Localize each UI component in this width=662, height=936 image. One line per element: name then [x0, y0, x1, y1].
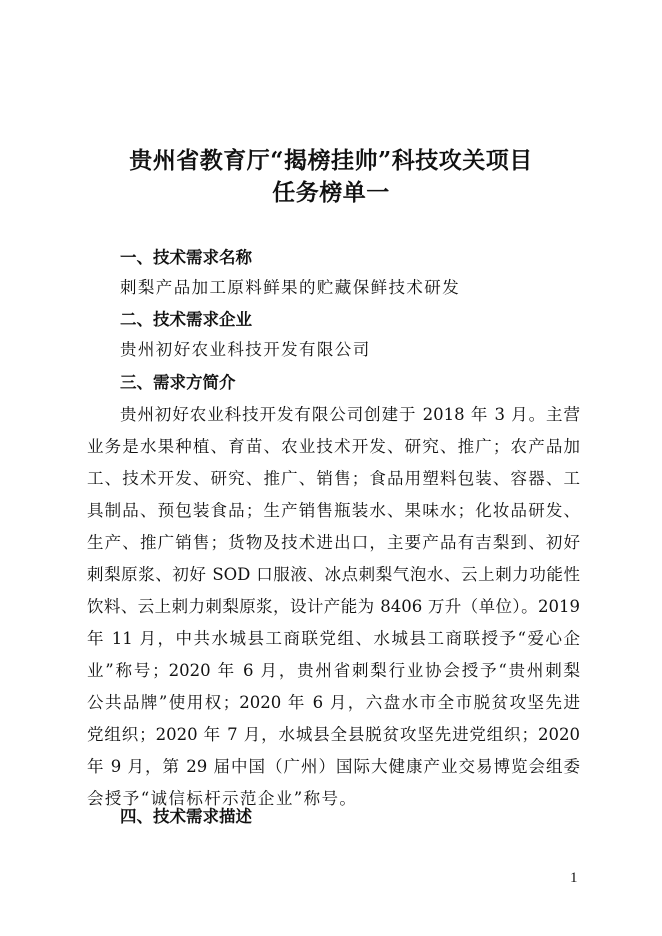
section-heading-2: 二、技术需求企业 [120, 310, 252, 329]
paragraph-line: 年 9 月，第 29 届中国（广州）国际大健康产业交易博览会组委 [87, 757, 580, 776]
section-heading-4: 四、技术需求描述 [120, 807, 252, 826]
paragraph-line: 业务是水果种植、育苗、农业技术开发、研究、推广；农产品加 [87, 437, 580, 456]
paragraph-line: 刺梨原浆、初好 SOD 口服液、冰点刺梨气泡水、云上刺力功能性 [87, 565, 580, 584]
company-name: 贵州初好农业科技开发有限公司 [120, 340, 371, 359]
page-number: 1 [570, 870, 578, 886]
section-heading-3: 三、需求方简介 [120, 373, 236, 392]
paragraph-line: 饮料、云上刺力刺梨原浆，设计产能为 8406 万升（单位）。2019 [87, 597, 580, 616]
document-title-line-1: 贵州省教育厅“揭榜挂帅”科技攻关项目 [129, 147, 533, 174]
paragraph-line: 生产、推广销售；货物及技术进出口，主要产品有吉梨到、初好 [87, 533, 580, 552]
paragraph-line: 会授予“诚信标杆示范企业”称号。 [87, 789, 358, 808]
paragraph-line: 业”称号；2020 年 6 月，贵州省刺梨行业协会授予“贵州刺梨 [87, 661, 580, 680]
paragraph-line: 党组织；2020 年 7 月，水城县全县脱贫攻坚先进党组织；2020 [87, 725, 580, 744]
document-title-line-2: 任务榜单一 [272, 179, 390, 206]
section-heading-1: 一、技术需求名称 [120, 248, 252, 267]
paragraph-line: 贵州初好农业科技开发有限公司创建于 2018 年 3 月。主营 [120, 405, 580, 424]
paragraph-line: 年 11 月，中共水城县工商联党组、水城县工商联授予“爱心企 [87, 629, 580, 648]
tech-need-name: 刺梨产品加工原料鲜果的贮藏保鲜技术研发 [120, 278, 461, 297]
paragraph-line: 公共品牌”使用权；2020 年 6 月，六盘水市全市脱贫攻坚先进 [87, 693, 580, 712]
paragraph-line: 工、技术开发、研究、推广、销售；食品用塑料包装、容器、工 [87, 469, 580, 488]
paragraph-line: 具制品、预包装食品；生产销售瓶装水、果味水；化妆品研发、 [87, 501, 580, 520]
